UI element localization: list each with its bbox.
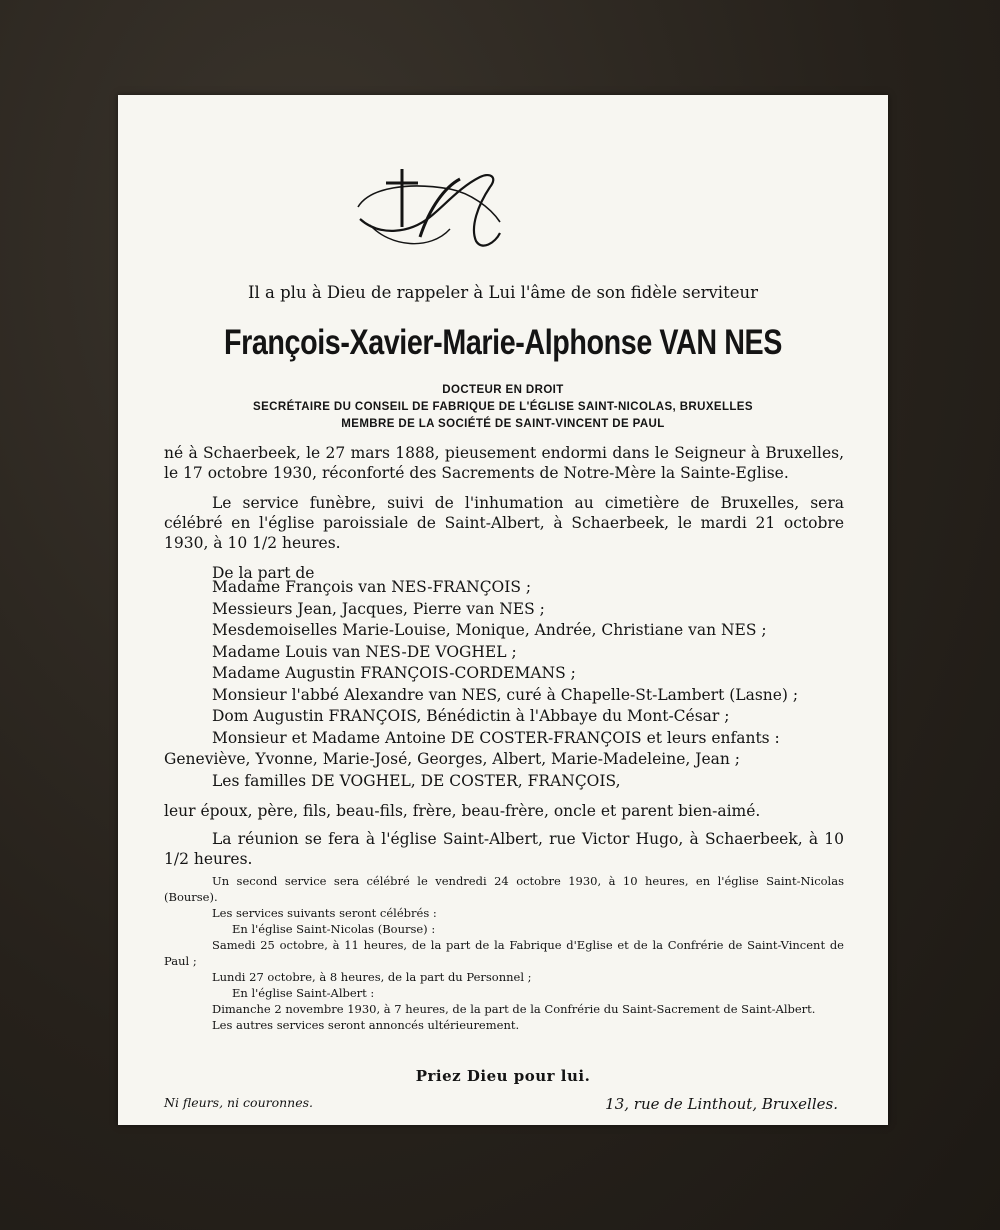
family-line: Messieurs Jean, Jacques, Pierre van NES ;	[212, 599, 545, 618]
memorial-card	[118, 95, 888, 1125]
following-services: Les services suivants seront célébrés :	[212, 906, 437, 920]
other-services: Les autres services seront annoncés ultérieurement.	[212, 1018, 520, 1032]
saturday-service: Samedi 25 octobre, à 11 heures, de la part de la Fabrique d'Eglise et de la Confrérie de Saint-Vincent de Paul ;	[164, 938, 844, 968]
relation-text: leur époux, père, fils, beau-fils, frère, beau-frère, oncle et parent bien-aimé.	[164, 802, 761, 820]
family-line: Dom Augustin FRANÇOIS, Bénédictin à l'Abbaye du Mont-César ;	[212, 707, 730, 725]
church-saint-nicolas: En l'église Saint-Nicolas (Bourse) :	[232, 922, 436, 936]
closing-block	[164, 801, 844, 877]
cross-monogram-icon	[350, 167, 510, 257]
service-text: Le service funèbre, suivi de l'inhumation au cimetière de Bruxelles, sera célébré en l'église paroissiale de Saint-Albert, à Schaerbeek, le mardi 21 octobre 1930, à 10 1/2 heures.	[164, 494, 844, 552]
birth-death-text: né à Schaerbeek, le 27 mars 1888, pieusement endormi dans le Seigneur à Bruxelles, le 17 octobre 1930, réconforté des Sacrements de Notre-Mère la Sainte-Eglise.	[164, 444, 844, 482]
prayer-text: Priez Dieu pour lui.	[415, 1067, 591, 1085]
family-line: Monsieur et Madame Antoine DE COSTER-FRANÇOIS et leurs enfants :	[212, 728, 780, 747]
sunday-service: Dimanche 2 novembre 1930, à 7 heures, de la part de la Confrérie du Saint-Sacrement de Saint-Albert.	[212, 1002, 816, 1016]
additional-services	[164, 873, 844, 1033]
family-children: Geneviève, Yvonne, Marie-José, Georges, Albert, Marie-Madeleine, Jean ;	[164, 750, 740, 768]
second-service: Un second service sera célébré le vendredi 24 octobre 1930, à 10 heures, en l'église Saint-Nicolas (Bourse).	[164, 874, 844, 904]
deceased-name: François-Xavier-Marie-Alphonse VAN NES	[223, 323, 783, 362]
reunion-text: La réunion se fera à l'église Saint-Albert, rue Victor Hugo, à Schaerbeek, à 10 1/2 heures.	[164, 830, 844, 868]
church-saint-albert: En l'église Saint-Albert :	[232, 986, 375, 1000]
intro-text: Il a plu à Dieu de rappeler à Lui l'âme de son fidèle serviteur	[247, 283, 758, 302]
family-line: Madame François van NES-FRANÇOIS ;	[212, 578, 532, 596]
family-line: Madame Augustin FRANÇOIS-CORDEMANS ;	[212, 664, 576, 682]
monday-service: Lundi 27 octobre, à 8 heures, de la part du Personnel ;	[212, 970, 532, 984]
family-line: Monsieur l'abbé Alexandre van NES, curé à Chapelle-St-Lambert (Lasne) ;	[212, 685, 799, 704]
titles-block	[118, 382, 888, 433]
address: 13, rue de Linthout, Bruxelles.	[605, 1095, 838, 1113]
family-line: Les familles DE VOGHEL, DE COSTER, FRANÇOIS,	[212, 771, 621, 790]
family-line: Madame Louis van NES-DE VOGHEL ;	[212, 642, 517, 661]
family-list	[164, 577, 844, 792]
title-line: MEMBRE DE LA SOCIÉTÉ DE SAINT-VINCENT DE PAUL	[341, 418, 665, 430]
from-label: De la part de	[212, 564, 315, 582]
announcement-body	[164, 443, 844, 583]
family-line: Mesdemoiselles Marie-Louise, Monique, Andrée, Christiane van NES ;	[212, 621, 767, 639]
title-line: DOCTEUR EN DROIT	[442, 384, 564, 396]
title-line: SECRÉTAIRE DU CONSEIL DE FABRIQUE DE L'ÉGLISE SAINT-NICOLAS, BRUXELLES	[253, 401, 753, 413]
no-flowers-note: Ni fleurs, ni couronnes.	[164, 1095, 314, 1110]
